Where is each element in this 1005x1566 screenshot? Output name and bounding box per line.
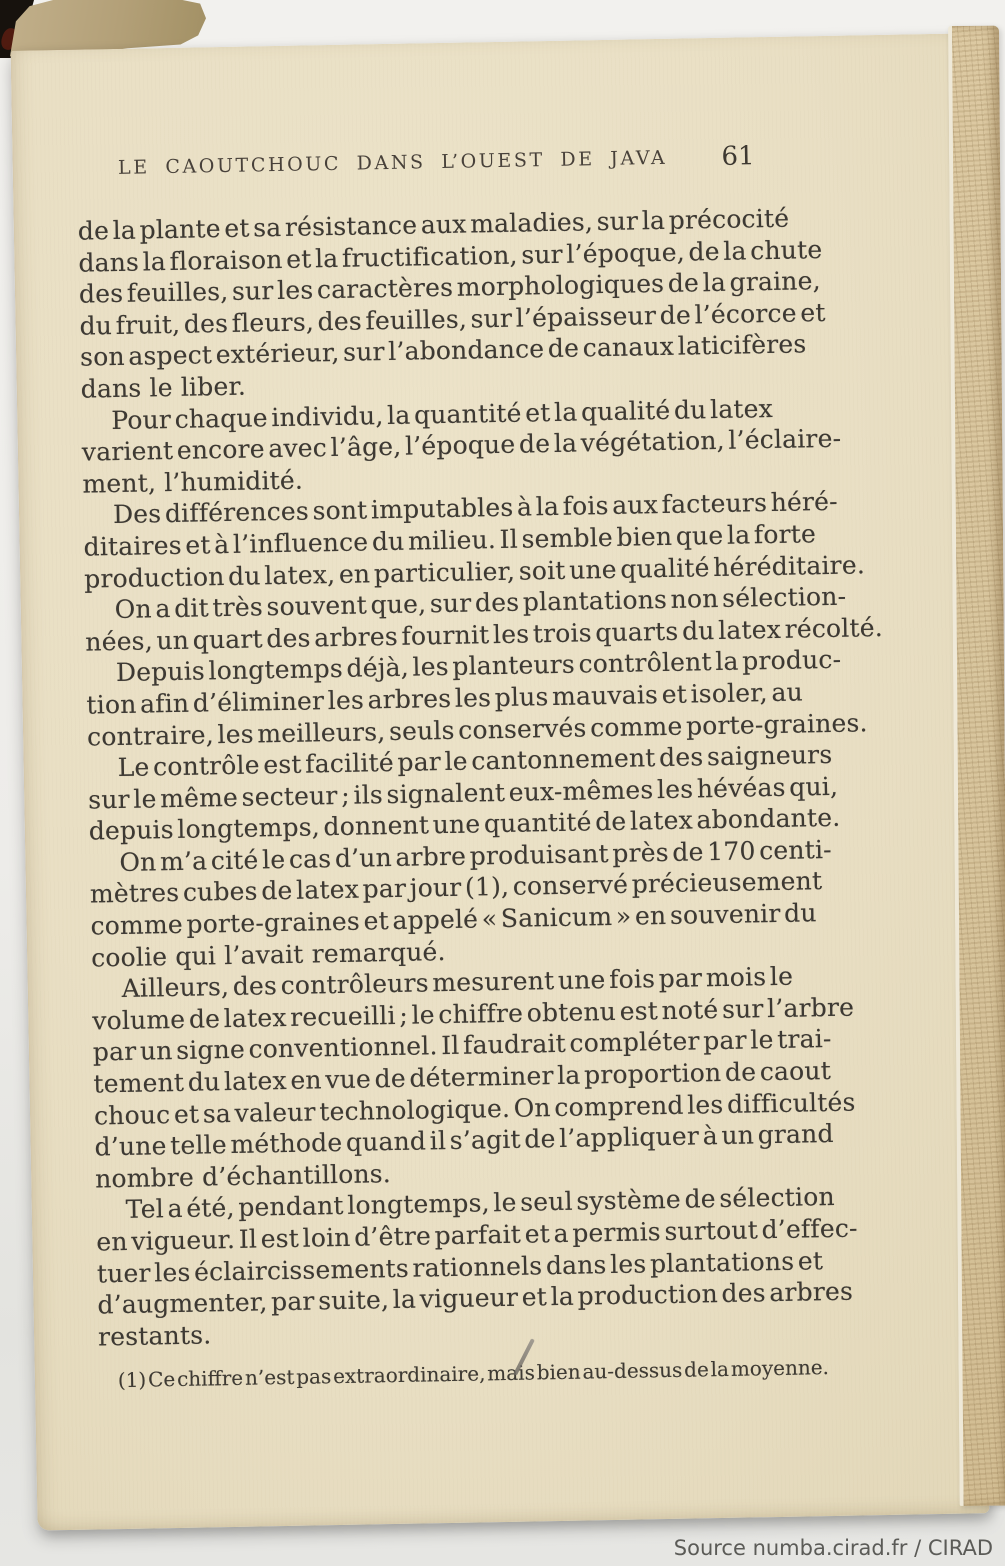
text-line: production du latex, en particulier, soit une qualité héréditaire. xyxy=(83,549,866,594)
book-page xyxy=(11,33,990,1530)
text-line: de la plante et sa résistance aux maladies, sur la précocité xyxy=(77,203,790,246)
text-line: Depuis longtemps déjà, les planteurs contrôlent la produc- xyxy=(115,645,842,688)
paragraph xyxy=(81,393,842,500)
text-line: Pour chaque individu, la quantité et la qualité du latex xyxy=(111,393,774,435)
text-line: chouc et sa valeur technologique. On comprend les difficultés xyxy=(93,1087,856,1131)
text-line: varient encore avec l’âge, l’époque de la végétation, l’éclaire- xyxy=(81,423,842,467)
running-head xyxy=(76,141,756,187)
text-line: des feuilles, sur les caractères morphologiques de la graine, xyxy=(78,266,821,309)
paragraph xyxy=(77,203,826,405)
text-line: nées, un quart des arbres fournit les trois quarts du latex récolté. xyxy=(85,612,884,657)
watermark-credit: Source numba.cirad.fr / CIRAD xyxy=(673,1536,993,1560)
text-line: ditaires et à l’influence du milieu. Il semble bien que la forte xyxy=(83,519,817,562)
paragraph xyxy=(83,487,866,594)
text-line: par un signe conventionnel. Il faudrait compléter par le trai- xyxy=(92,1024,832,1067)
text-line: tion afin d’éliminer les arbres les plus mauvais et isoler, au xyxy=(86,677,804,720)
text-line: comme porte-graines et appelé « Sanicum » en souvenir du xyxy=(90,898,817,941)
text-line: dans le liber. xyxy=(80,371,247,404)
text-line: son aspect extérieur, sur l’abondance de canaux laticifères xyxy=(79,329,807,372)
text-line: tement du latex en vue de déterminer la proportion de caout xyxy=(93,1056,832,1099)
paragraph xyxy=(95,1182,858,1352)
text-line: sur le même secteur ; ils signalent eux-mêmes les hévéas qui, xyxy=(87,771,839,815)
text-line: Ailleurs, des contrôleurs mesurent une fois par mois le xyxy=(121,961,794,1004)
text-line: mètres cubes de latex par jour (1), conservé précieusement xyxy=(89,866,823,909)
footnote xyxy=(99,1355,830,1394)
footnote-text: (1) Ce chiffre n’est pas extraordinaire, mais bien au-dessus de la moyenne. xyxy=(117,1355,830,1393)
paragraph xyxy=(86,645,868,752)
paragraph xyxy=(91,961,856,1195)
paragraph xyxy=(89,834,833,974)
text-line: coolie qui l’avait remarqué. xyxy=(90,936,446,973)
watermark-bar xyxy=(674,1536,993,1560)
text-line: nombre d’échantillons. xyxy=(94,1158,392,1194)
text-line: ment, l’humidité. xyxy=(82,465,304,499)
page-number: 61 xyxy=(721,141,755,172)
text-line: restants. xyxy=(97,1320,212,1352)
text-line: Des différences sont imputables à la fois aux facteurs héré- xyxy=(112,487,839,530)
text-line: tuer les éclaircissements rationnels dans les plantations et xyxy=(96,1245,824,1289)
text-line: depuis longtemps, donnent une quantité de latex abondante. xyxy=(88,803,841,846)
text-line: On m’a cité le cas d’un arbre produisant près de 170 centi- xyxy=(119,834,833,877)
text-line: Le contrôle est facilité par le cantonnement des saigneurs xyxy=(117,740,833,783)
running-title: LE CAOUTCHOUC DANS L’OUEST DE JAVA xyxy=(117,146,668,179)
body-text xyxy=(77,203,884,1353)
paragraph xyxy=(87,740,841,847)
text-line: Tel a été, pendant longtemps, le seul système de sélection xyxy=(125,1182,836,1225)
text-line: contraire, les meilleurs, seuls conservés comme porte-graines. xyxy=(86,707,868,752)
text-line: du fruit, des fleurs, des feuilles, sur l’épaisseur de l’écorce et xyxy=(79,297,826,341)
text-line: d’augmenter, par suite, la vigueur et la production des arbres xyxy=(97,1276,854,1320)
text-line: volume de latex recueilli ; le chiffre obtenu est noté sur l’arbre xyxy=(92,992,855,1036)
text-line: dans la floraison et la fructification, sur l’époque, de la chute xyxy=(78,234,823,278)
text-line: d’une telle méthode quand il s’agit de l’appliquer à un grand xyxy=(94,1119,834,1162)
text-line: On a dit très souvent que, sur des plantations non sélection- xyxy=(114,581,847,625)
text-line: en vigueur. Il est loin d’être parfait et a permis surtout d’effec- xyxy=(96,1213,858,1257)
